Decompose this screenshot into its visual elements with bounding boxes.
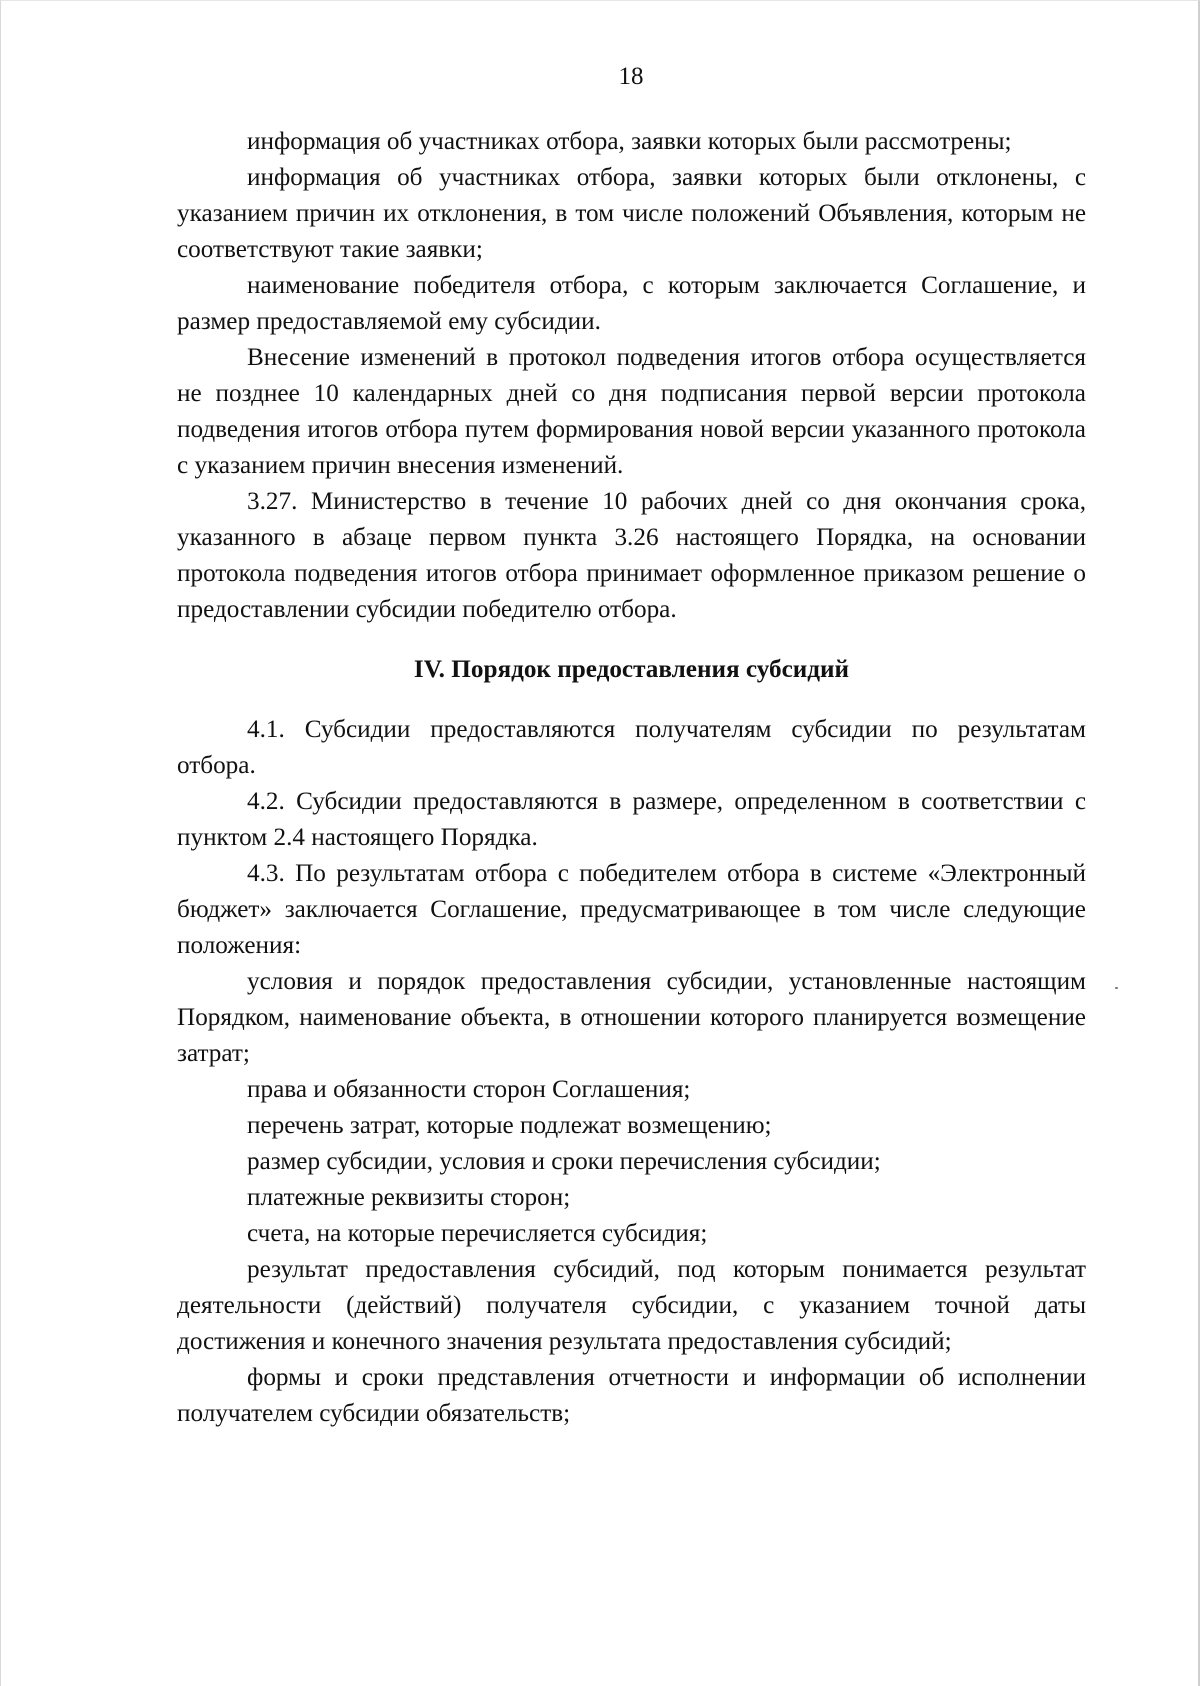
- paragraph: перечень затрат, которые подлежат возмещению;: [247, 1112, 772, 1139]
- paragraph: 4.3. По результатам отбора с победителем отбора в системе «Электронный бюджет» заключается Соглашение, предусматривающее в том числе следующие положения:: [177, 860, 1086, 959]
- paragraph: 3.27. Министерство в течение 10 рабочих дней со дня окончания срока, указанного в абзаце первом пункта 3.26 настоящего Порядка, на основании протокола подведения итогов отбора принимает оформленное приказом решение о предоставлении субсидии победителю отбора.: [177, 488, 1086, 623]
- page-number: 18: [618, 63, 644, 90]
- scan-speck: [1115, 987, 1118, 989]
- section-heading: IV. Порядок предоставления субсидий: [413, 656, 850, 683]
- paragraph: 4.2. Субсидии предоставляются в размере, определенном в соответствии с пунктом 2.4 настоящего Порядка.: [177, 788, 1086, 851]
- paragraph: Внесение изменений в протокол подведения итогов отбора осуществляется не позднее 10 календарных дней со дня подписания первой версии протокола подведения итогов отбора путем формирования новой версии указанного протокола с указанием причин внесения изменений.: [177, 344, 1086, 479]
- paragraph: результат предоставления субсидий, под которым понимается результат деятельности (действий) получателя субсидии, с указанием точной даты достижения и конечного значения результата предоставления субсидий;: [177, 1256, 1086, 1355]
- document-body: [177, 124, 1086, 1432]
- paragraph: информация об участниках отбора, заявки которых были рассмотрены;: [247, 128, 1012, 155]
- paragraph: наименование победителя отбора, с которым заключается Соглашение, и размер предоставляемой ему субсидии.: [177, 272, 1086, 335]
- paragraph: 4.1. Субсидии предоставляются получателям субсидии по результатам отбора.: [177, 716, 1086, 779]
- paragraph: информация об участниках отбора, заявки которых были отклонены, с указанием причин их отклонения, в том числе положений Объявления, которым не соответствуют такие заявки;: [177, 164, 1086, 263]
- paragraph: права и обязанности сторон Соглашения;: [247, 1076, 691, 1103]
- paragraph: платежные реквизиты сторон;: [247, 1184, 571, 1211]
- paragraph: размер субсидии, условия и сроки перечисления субсидии;: [247, 1148, 881, 1175]
- paragraph: счета, на которые перечисляется субсидия;: [247, 1220, 708, 1247]
- paragraph: формы и сроки представления отчетности и информации об исполнении получателем субсидии обязательств;: [177, 1364, 1086, 1427]
- paragraph: условия и порядок предоставления субсидии, установленные настоящим Порядком, наименование объекта, в отношении которого планируется возмещение затрат;: [177, 968, 1086, 1067]
